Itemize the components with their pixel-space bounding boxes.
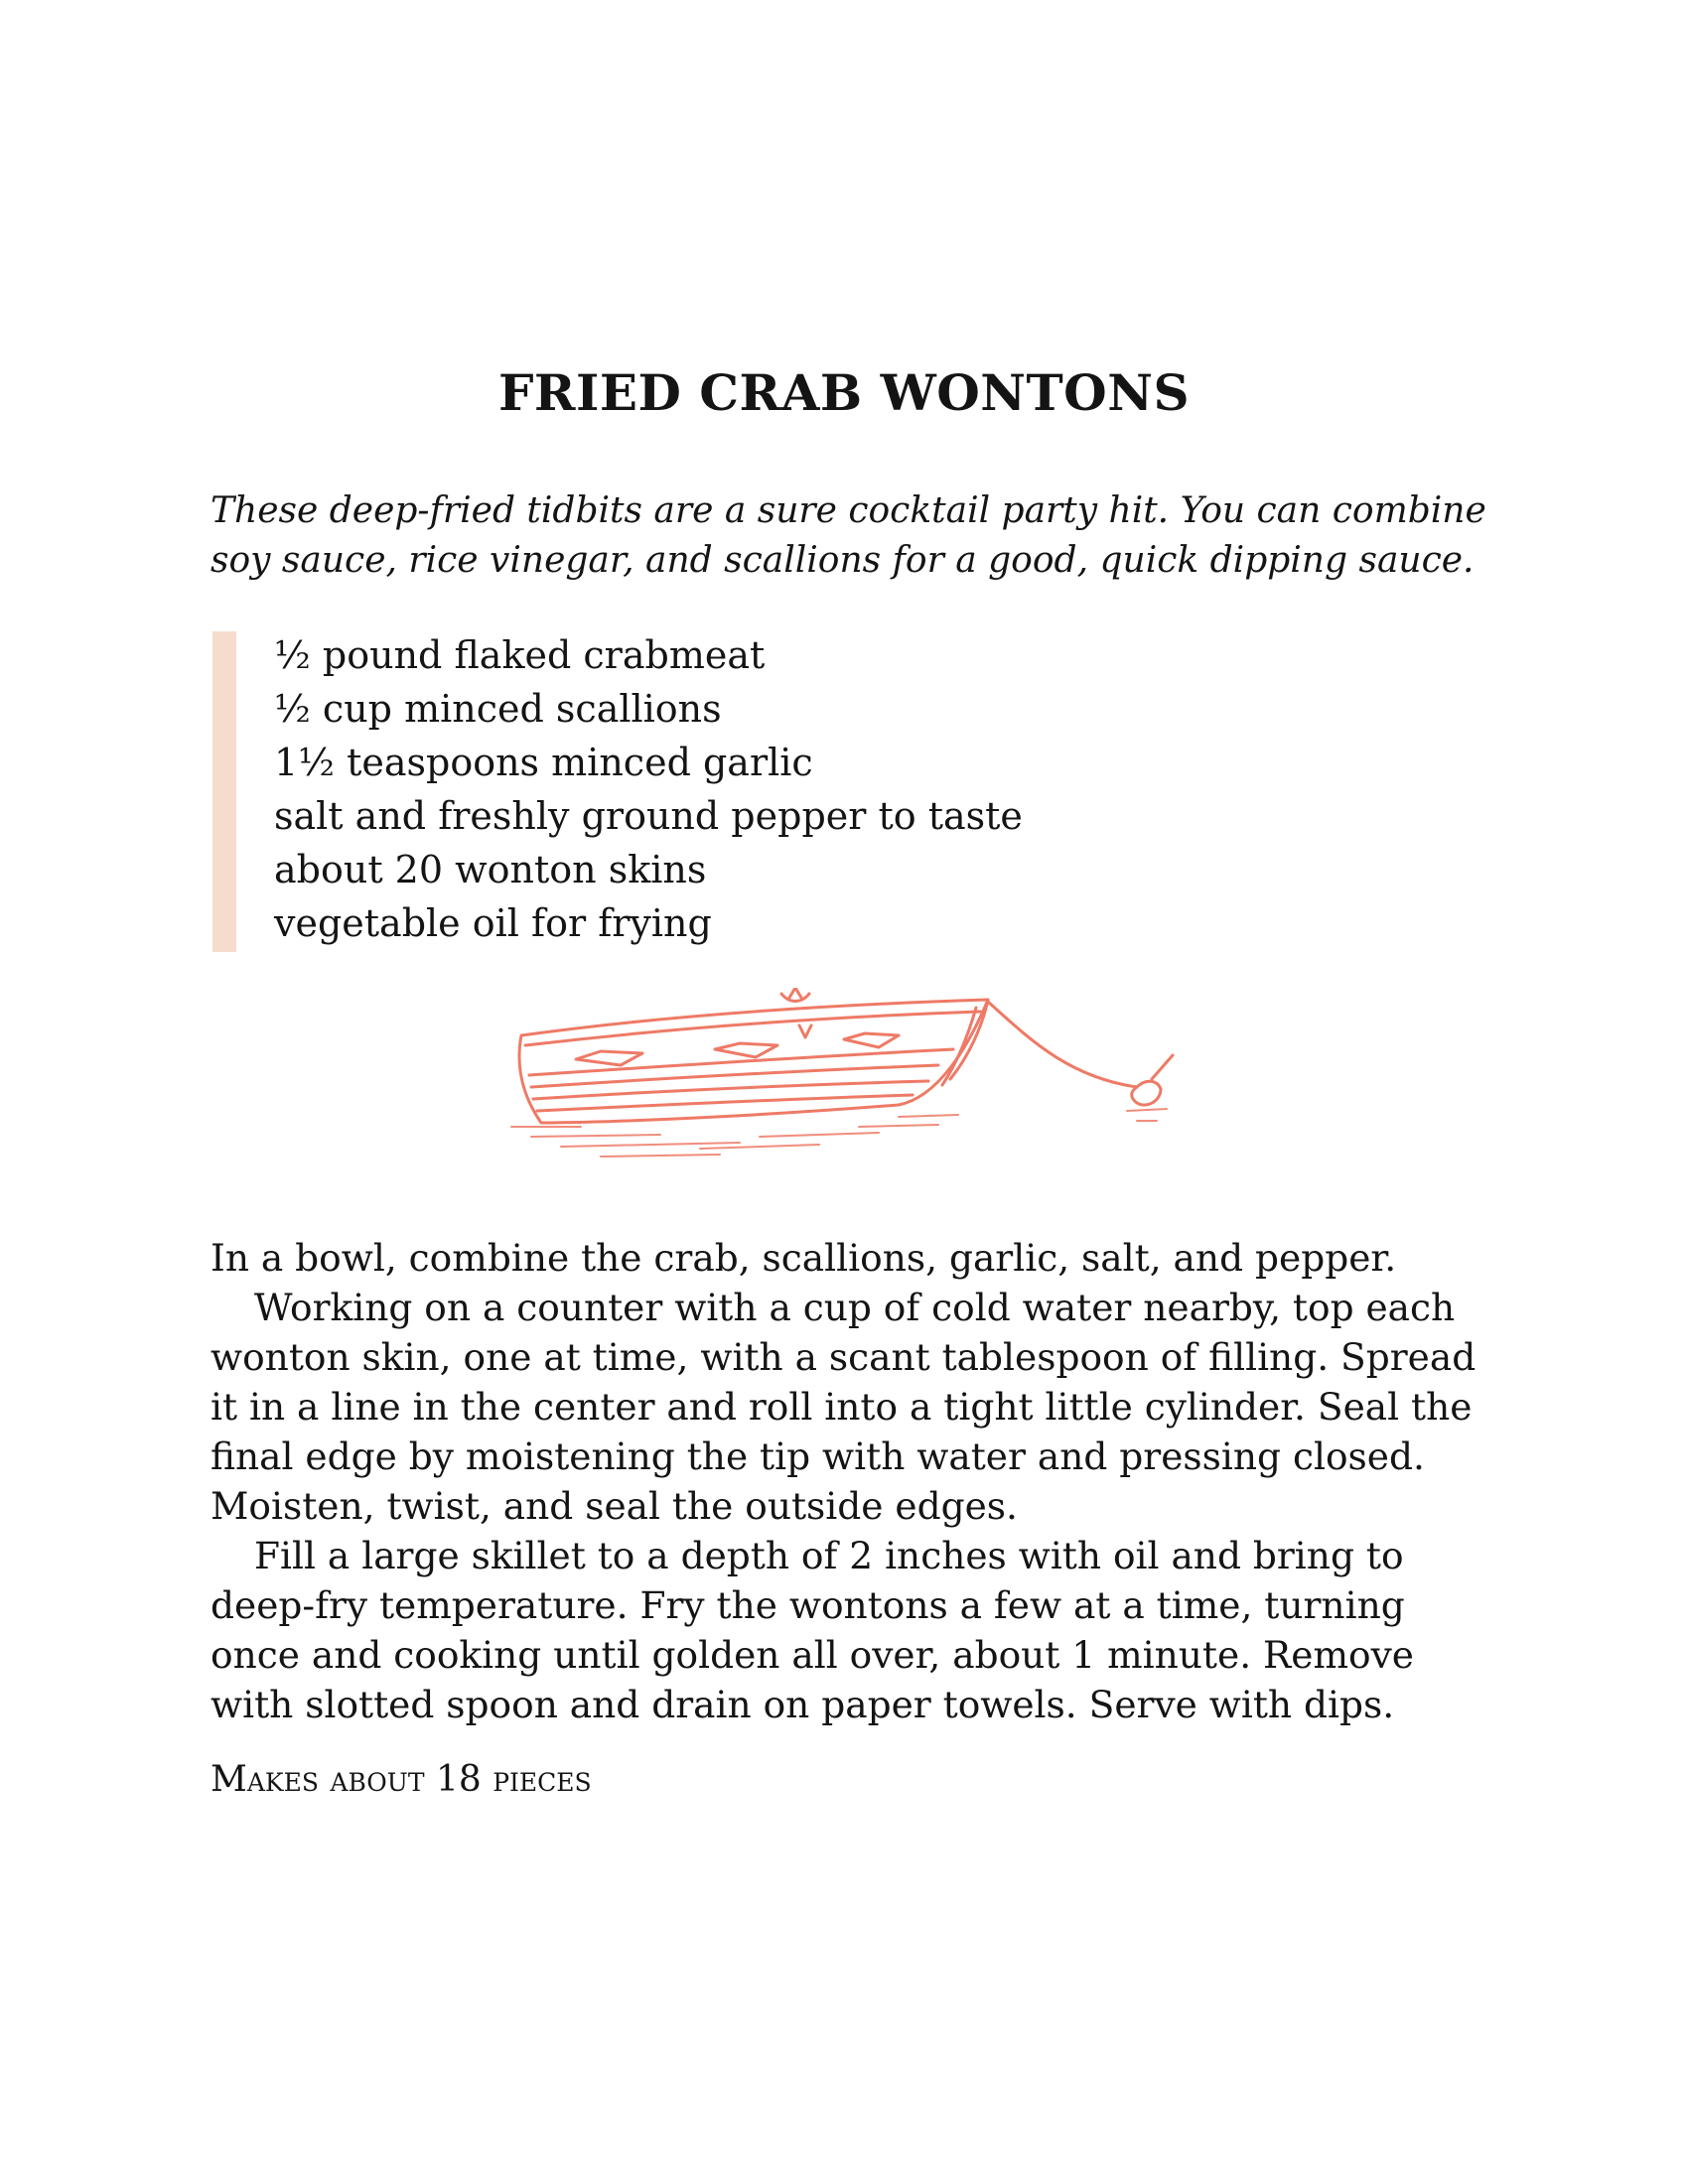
recipe-intro-line-2: soy sauce, rice vinegar, and scallions for a good, quick dipping sauce. bbox=[211, 540, 1475, 581]
ingredient-item: about 20 wonton skins bbox=[274, 848, 707, 891]
recipe-instructions bbox=[211, 1233, 1501, 1729]
recipe-intro bbox=[211, 486, 1501, 586]
ingredients-list bbox=[212, 628, 1106, 950]
instruction-paragraph: Fill a large skillet to a depth of 2 inches with oil and bring to deep-fry temperature. Fry the wontons a few at a time, turning once and cooking until golden all over, about 1 minute. Remove with slotted spoon and drain on paper towels. Serve with dips. bbox=[211, 1534, 1414, 1726]
recipe-title: FRIED CRAB WONTONS bbox=[497, 363, 1191, 422]
ingredient-item: salt and freshly ground pepper to taste bbox=[274, 794, 1023, 838]
ingredient-item: ½ cup minced scallions bbox=[274, 687, 722, 731]
recipe-yield: Makes about 18 pieces bbox=[211, 1759, 592, 1800]
ingredients-accent-bar bbox=[212, 631, 236, 952]
ingredient-item: ½ pound flaked crabmeat bbox=[274, 633, 766, 677]
recipe-intro-line-1: These deep-fried tidbits are a sure cocktail party hit. You can combine bbox=[211, 490, 1486, 531]
instruction-paragraph: Working on a counter with a cup of cold water nearby, top each wonton skin, one at time, with a scant tablespoon of filling. Spread it in a line in the center and roll into a tight little cylinder. Seal the final edge by moistening the tip with water and pressing closed. Moisten, twist, and seal the outside edges. bbox=[211, 1286, 1477, 1528]
rowboat-icon bbox=[501, 988, 1187, 1186]
ingredient-item: 1½ teaspoons minced garlic bbox=[274, 741, 813, 784]
instruction-paragraph: In a bowl, combine the crab, scallions, garlic, salt, and pepper. bbox=[211, 1236, 1397, 1280]
ingredient-item: vegetable oil for frying bbox=[274, 901, 712, 945]
